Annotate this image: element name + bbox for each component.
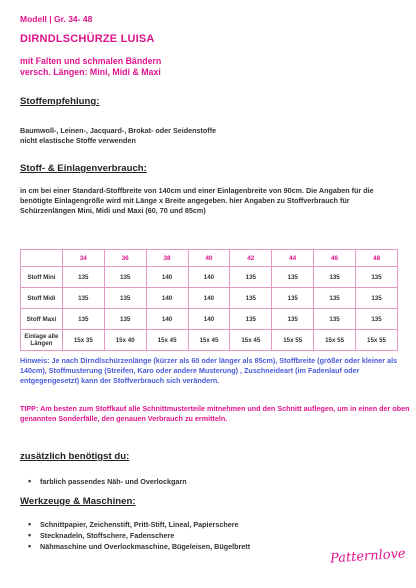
fabric-consumption-table: [20, 249, 398, 351]
subtitle-line: versch. Längen: Mini, Midi & Maxi: [20, 67, 161, 77]
additional-list: [28, 476, 187, 487]
patternlove-logo: Patternlove: [329, 546, 407, 567]
row-label: Stoff Midi: [21, 288, 63, 309]
table-cell: 135: [62, 309, 104, 330]
table-cell: 140: [188, 309, 230, 330]
consumption-heading: Stoff- & Einlagenverbrauch:: [20, 163, 147, 174]
table-cell: 135: [62, 288, 104, 309]
row-label: Einlage alle Längen: [21, 330, 63, 351]
size-header: 40: [188, 250, 230, 267]
additional-heading: zusätzlich benötigst du:: [20, 451, 130, 462]
consumption-intro: in cm bei einer Standard-Stoffbreite von 140cm und einer Einlagenbreite von 90cm. Die Angaben für die benötigte Einlagengröße wird mit Länge x Breite angegeben. hier Angaben zu Stoffverbrauch für Schürzenlängen Mini, Midi und Maxi (60, 70 und 85cm): [20, 186, 374, 215]
tools-heading: Werkzeuge & Maschinen:: [20, 496, 136, 507]
table-cell: 135: [272, 267, 314, 288]
table-row: [21, 309, 398, 330]
table-cell: 140: [188, 288, 230, 309]
table-cell: 135: [62, 267, 104, 288]
table-row: [21, 267, 398, 288]
table-cell: 15x 45: [146, 330, 188, 351]
table-cell: 140: [146, 288, 188, 309]
table-cell: 15x 35: [62, 330, 104, 351]
table-cell: 135: [272, 288, 314, 309]
size-header: 46: [314, 250, 356, 267]
size-header: 36: [104, 250, 146, 267]
table-row: [21, 288, 398, 309]
table-cell: 135: [314, 309, 356, 330]
table-cell: 15x 45: [230, 330, 272, 351]
table-cell: 135: [230, 267, 272, 288]
size-header: 38: [146, 250, 188, 267]
table-cell: 140: [146, 309, 188, 330]
table-cell: 15x 55: [356, 330, 398, 351]
size-header: 44: [272, 250, 314, 267]
table-cell: 135: [272, 309, 314, 330]
table-corner-cell: [21, 250, 63, 267]
table-cell: 135: [230, 309, 272, 330]
page-title: DIRNDLSCHÜRZE LUISA: [20, 33, 155, 45]
table-cell: 135: [104, 288, 146, 309]
tools-list: [28, 519, 250, 552]
table-cell: 135: [314, 288, 356, 309]
fabric-line: Baumwoll-, Leinen-, Jacquard-, Brokat- oder Seidenstoffe: [20, 126, 217, 135]
table-cell: 140: [188, 267, 230, 288]
list-item: • farblich passendes Näh- und Overlockgarn: [28, 476, 187, 487]
table-cell: 135: [314, 267, 356, 288]
list-item: • Stecknadeln, Stoffschere, Fadenschere: [28, 530, 250, 541]
table-cell: 15x 40: [104, 330, 146, 351]
row-label: Stoff Maxi: [21, 309, 63, 330]
size-header: 34: [62, 250, 104, 267]
table-cell: 15x 55: [314, 330, 356, 351]
table-header-row: [21, 250, 398, 267]
table-cell: 135: [356, 288, 398, 309]
hint-text: Hinweis: Je nach Dirndlschürzenlänge (kürzer als 60 oder länger als 85cm), Stoffbreite (größer oder kleiner als 140cm), Stoffmusterung (Streifen, Karo oder andere Musterung) , Zuschneideart (im Fadenlauf oder entgegengesetzt) kann der Stoffverbrauch sich verändern.: [20, 356, 398, 385]
subtitle-line: mit Falten und schmalen Bändern: [20, 56, 162, 66]
size-header: 48: [356, 250, 398, 267]
list-item: • Nähmaschine und Overlockmaschine, Bügeleisen, Bügelbrett: [28, 541, 250, 552]
model-size-label: Modell | Gr. 34- 48: [20, 14, 93, 24]
table-cell: 135: [356, 309, 398, 330]
table-cell: 135: [230, 288, 272, 309]
table-row: [21, 330, 398, 351]
row-label: Stoff Mini: [21, 267, 63, 288]
fabric-recommendation-text: [20, 126, 405, 146]
list-item: • Schnittpapier, Zeichenstift, Pritt-Stift, Lineal, Papierschere: [28, 519, 250, 530]
fabric-line: nicht elastische Stoffe verwenden: [20, 136, 136, 145]
table-cell: 15x 55: [272, 330, 314, 351]
table-cell: 135: [356, 267, 398, 288]
table-cell: 140: [146, 267, 188, 288]
size-header: 42: [230, 250, 272, 267]
fabric-recommendation-heading: Stoffempfehlung:: [20, 96, 100, 107]
table-cell: 135: [104, 309, 146, 330]
table-cell: 15x 45: [188, 330, 230, 351]
table-cell: 135: [104, 267, 146, 288]
tipp-text: TIPP: Am besten zum Stoffkauf alle Schnittmusterteile mitnehmen und den Schnitt auflegen, um in einen der oben genannten Sonderfälle, den genauen Verbrauch zu ermitteln.: [20, 404, 410, 423]
